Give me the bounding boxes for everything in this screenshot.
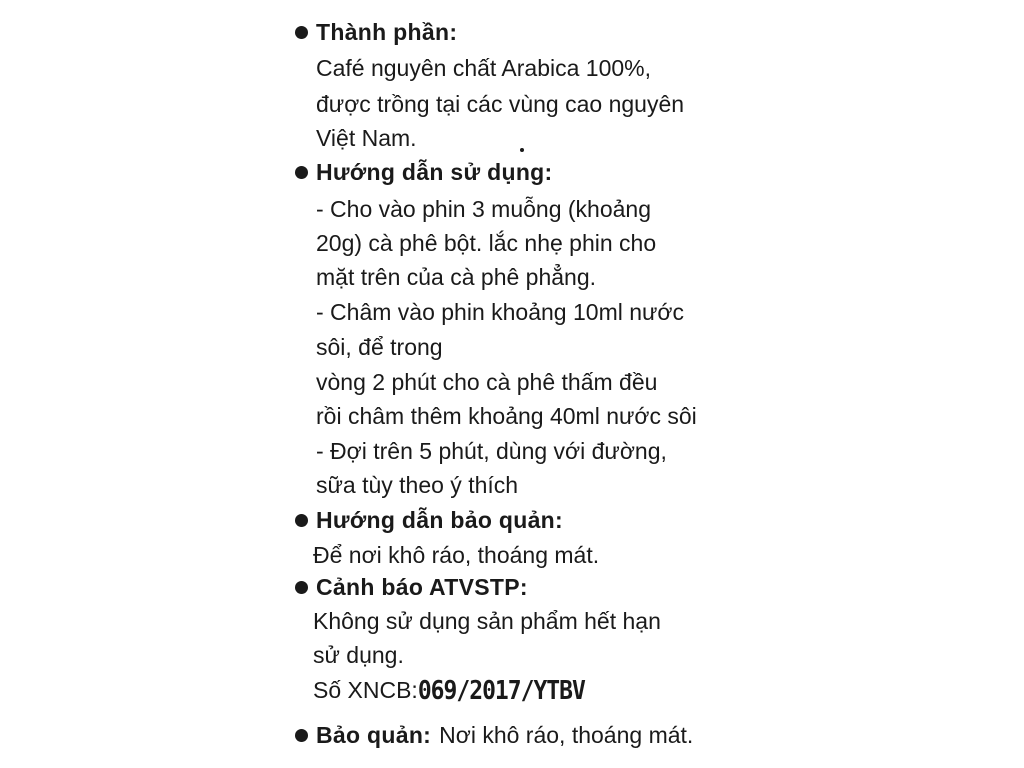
instructions-line: - Đợi trên 5 phút, dùng với đường, bbox=[316, 438, 667, 464]
ingredients-line: Việt Nam. bbox=[316, 125, 417, 151]
storage-guide-heading bbox=[295, 505, 563, 535]
storage-guide-heading-text: Hướng dẫn bảo quản: bbox=[316, 506, 563, 533]
print-speck bbox=[520, 148, 524, 152]
bullet-icon bbox=[295, 514, 308, 527]
storage-guide-line: Để nơi khô ráo, thoáng mát. bbox=[313, 542, 600, 568]
instructions-line: rồi châm thêm khoảng 40ml nước sôi bbox=[316, 403, 697, 429]
storage-line bbox=[295, 720, 693, 750]
xncb-number: 069/2017/YTBV bbox=[417, 676, 585, 706]
instructions-heading-text: Hướng dẫn sử dụng: bbox=[316, 158, 553, 185]
instructions-line: 20g) cà phê bột. lắc nhẹ phin cho bbox=[316, 230, 657, 256]
xncb-label: Số XNCB: bbox=[313, 677, 418, 703]
instructions-line: vòng 2 phút cho cà phê thấm đều bbox=[316, 369, 658, 395]
bullet-icon bbox=[295, 26, 308, 39]
warning-heading-text: Cảnh báo ATVSTP: bbox=[316, 573, 528, 600]
instructions-line: - Cho vào phin 3 muỗng (khoảng bbox=[316, 196, 651, 222]
ingredients-line: được trồng tại các vùng cao nguyên bbox=[316, 91, 685, 117]
instructions-line: - Châm vào phin khoảng 10ml nước bbox=[316, 299, 684, 325]
instructions-heading bbox=[295, 157, 552, 187]
ingredients-line: Café nguyên chất Arabica 100%, bbox=[316, 55, 652, 81]
ingredients-heading bbox=[295, 17, 457, 47]
warning-line: sử dụng. bbox=[313, 642, 404, 668]
instructions-line: mặt trên của cà phê phẳng. bbox=[316, 264, 597, 290]
xncb-line bbox=[313, 675, 585, 706]
bullet-icon bbox=[295, 729, 308, 742]
ingredients-heading-text: Thành phần: bbox=[316, 18, 458, 45]
instructions-line: sữa tùy theo ý thích bbox=[316, 472, 519, 498]
bullet-icon bbox=[295, 581, 308, 594]
warning-line: Không sử dụng sản phẩm hết hạn bbox=[313, 608, 661, 634]
warning-heading bbox=[295, 572, 528, 602]
bullet-icon bbox=[295, 166, 308, 179]
instructions-line: sôi, để trong bbox=[316, 334, 443, 360]
storage-text: Nơi khô ráo, thoáng mát. bbox=[439, 721, 694, 748]
storage-heading: Bảo quản: bbox=[316, 721, 432, 748]
